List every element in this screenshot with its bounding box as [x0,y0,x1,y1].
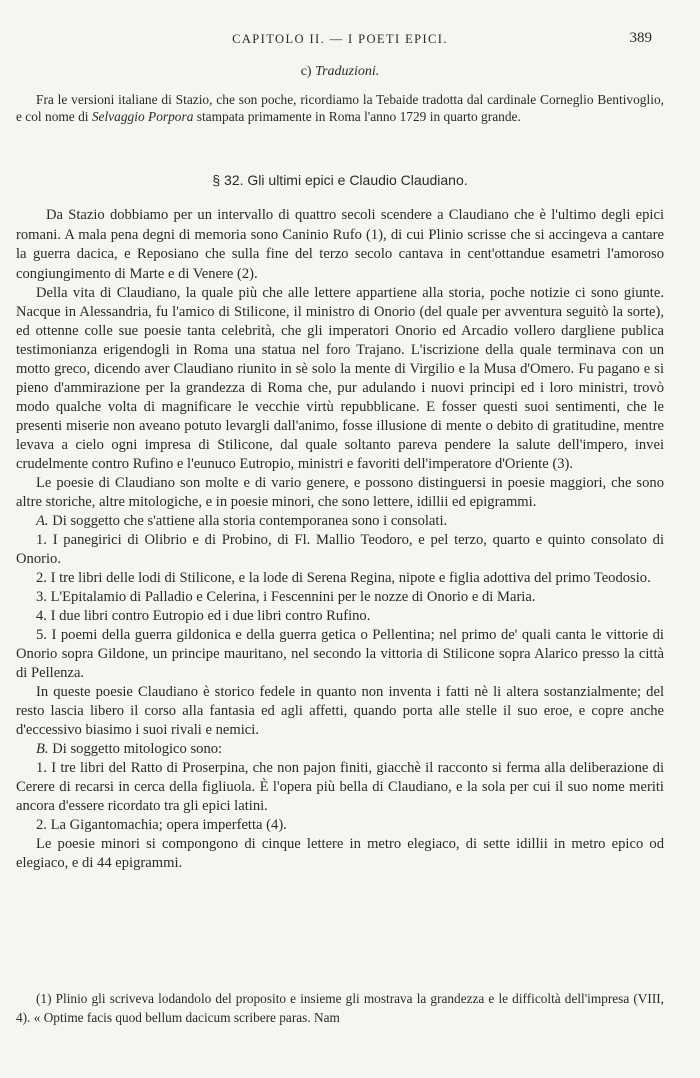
intro-paragraph [16,91,664,126]
intro-italic-name: Selvaggio Porpora [91,109,194,125]
body-text [16,206,664,873]
intro-text-after: stampata primamente in Roma l'anno 1729 in quarto grande. [193,109,521,125]
group-a-heading [16,512,664,531]
paragraph: Le poesie di Claudiano son molte e di vario genere, e possono distinguersi in poesie maggiori, che sono altre storiche, altre mitologiche, e in poesie minori, che sono lettere, idillii ed epigrammi. [16,475,664,510]
paragraph: Della vita di Claudiano, la quale più che alle lettere appartiene alla storia, poche notizie ci sono giunte. Nacque in Alessandria, fu l'amico di Stilicone, il ministro di Onorio (del quale per avventura seguitò la sorte), ed ottenne colle sue poesie tanta celebrità, che gli imperatori Onorio ed Arcadio vollero dargliene publica testimonianza erigendogli in Roma una statua nel foro Trajano. L'iscrizione della quale terminava con un motto greco, dicendo aver Claudiano riunito in sè solo la mente di Virgilio e la Musa d'Omero. Fu pagano e si pieno d'ammirazione per la grandezza di Roma che, pur adulando i nuovi principi ed i loro ministri, trovò modo qualche volta di magnificare le vecchie virtù repubblicane. E fosser questi suoi sentimenti, che le presenti miserie non aveano potuto levargli dall'animo, fosse illusione di mente o debito di gratitudine, mentre levava a cielo ogni impresa di Stilicone, dal quale soltanto pareva pendere la salute dell'impero, invei crudelmente contro Rufino e l'eunuco Eutropio, ministri e favoriti dell'imperatore d'Oriente (3). [16,285,664,472]
subsection-title: Traduzioni. [315,64,380,79]
paragraph: Le poesie minori si compongono di cinque lettere in metro elegiaco, di sette idillii in metro epico od elegiaco, e di 44 epigrammi. [16,836,664,871]
list-item: 1. I panegirici di Olibrio e di Probino, di Fl. Mallio Teodoro, e pel terzo, quarto e quinto consolato di Onorio. [16,532,664,567]
footnote: (1) Plinio gli scriveva lodandolo del proposito e insieme gli mostrava la grandezza e le difficoltà dell'impresa (VIII, 4). « Optime facis quod bellum dacicum scribere paras. Nam [16,991,664,1025]
group-b-text: Di soggetto mitologico sono: [52,741,223,757]
paragraph: Da Stazio dobbiamo per un intervallo di quattro secoli scendere a Claudiano che è l'ultimo degli epici romani. A mala pena degni di memoria sono Caninio Rufo (1), di cui Plinio scrisse che si accingeva a cantare la guerra dacica, e Reposiano che sulla fine del terzo secolo cantava in cent'ottandue esametri l'amoroso congiungimento di Marte e di Venere (2). [16,207,664,282]
section-title: § 32. Gli ultimi epici e Claudio Claudiano. [212,172,468,188]
subsection-heading [16,64,664,80]
paragraph: In queste poesie Claudiano è storico fedele in quanto non inventa i fatti nè li altera sostanzialmente; del resto lascia libero il corso alla fantasia ed agli affetti, quando porta alle stelle il suo eroe, e copre anche d'eccessivo biasimo i suoi rivali e nemici. [16,684,664,738]
list-item: 3. L'Epitalamio di Palladio e Celerina, i Fescennini per le nozze di Onorio e di Maria. [36,589,536,605]
group-a-text: Di soggetto che s'attiene alla storia contemporanea sono i consolati. [52,513,448,529]
list-item: 2. La Gigantomachia; opera imperfetta (4). [36,817,287,833]
group-b-heading [16,740,664,759]
list-item: 2. I tre libri delle lodi di Stilicone, e la lode di Serena Regina, nipote e figlia adottiva del primo Teodosio. [36,570,651,586]
page-header [16,32,664,52]
group-b-letter: B. [36,741,49,757]
list-item: 4. I due libri contro Eutropio ed i due libri contro Rufino. [36,608,371,624]
list-item: 5. I poemi della guerra gildonica e della guerra getica o Pellentina; nel primo de' quali canta le vittorie di Onorio sopra Gildone, un principe mauritano, nel secondo la vittoria di Stilicone sopra Alarico presso la città di Pellenza. [16,627,664,681]
running-head: CAPITOLO II. — I POETI EPICI. [232,32,448,46]
list-item: 1. I tre libri del Ratto di Proserpina, che non pajon finiti, giacchè il racconto si ferma alla deliberazione di Cerere di recarsi in cerca della figliuola. È l'opera più bella di Claudiano, e la sola per cui il suo nome meriti ancora d'essere ricordato tra gli epici latini. [16,760,664,814]
group-a-letter: A. [36,513,49,529]
page-number: 389 [629,30,652,46]
subsection-prefix: c) [300,64,312,79]
footnotes [16,990,664,1028]
intro-text-before: Fra le versioni italiane di Stazio, che son poche, ricordiamo la Tebaide tradotta dal cardinale Corneglio Bentivoglio, e col nome di [16,92,664,125]
